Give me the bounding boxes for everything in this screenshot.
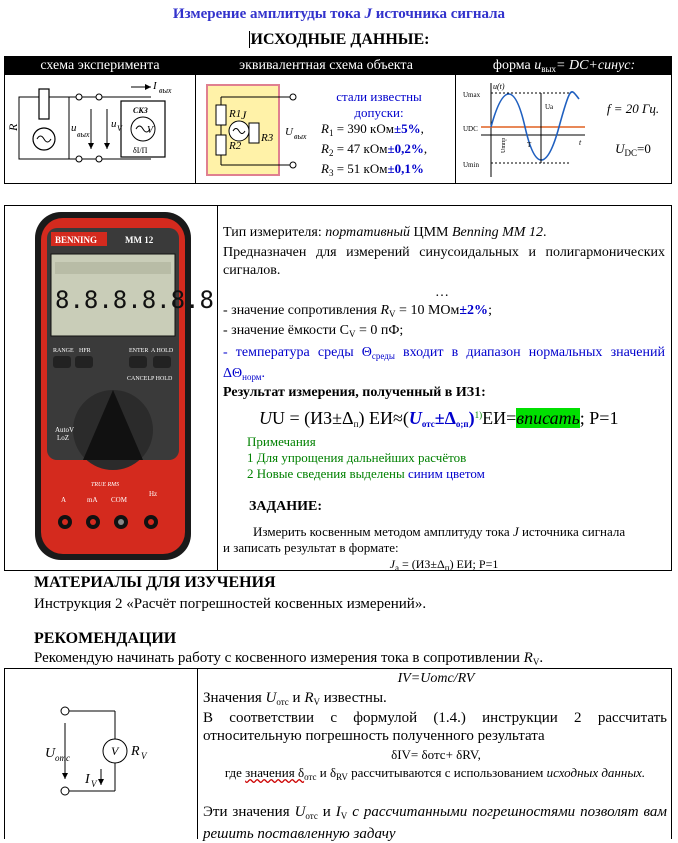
source-data-table [4,56,672,184]
svg-text:I: I [85,772,90,787]
meter-type: Тип измерителя: портативный ЦММ Benning MM 12. [223,225,547,240]
svg-text:V: V [111,744,119,758]
calc-instruction: В соответствии с формулой (1.4.) инструкции 2 рассчитать относительную погрешность полученного результата [203,710,667,744]
recommendations-heading: РЕКОМЕНДАЦИИ [34,630,177,647]
materials-text: Инструкция 2 «Расчёт погрешностей косвенных измерений». [34,596,427,612]
tolerance-block: стали известны допуски: [336,89,422,120]
title-var: J [364,6,373,22]
task-text: Измерить косвенным методом амплитуду тока J источника сигнала и записать результат в формате: $J_a = (ИЗ\pm\Delta_п)$ ЕИ; P=1 [223,524,626,573]
notes: Примечания 1 Для упрощения дальнейших расчётов 2 Новые сведения выделены синим цветом [247,434,485,481]
resistance-line: - значение сопротивления $R_V = 10$ МОм±2%; [223,303,492,319]
meter-section [4,205,672,571]
svg-text:ENTER: ENTER [129,348,149,354]
svg-text:R3: R3 [261,132,274,144]
svg-text:A: A [61,496,67,504]
svg-text:HFR: HFR [79,348,91,354]
svg-text:R: R [131,744,140,759]
udc-value: $U_{DC}=0$ [615,141,651,158]
task-heading: ЗАДАНИЕ: [249,499,323,514]
table-header-row [5,57,671,75]
svg-text:t: t [579,138,582,147]
svg-text:СКЗ: СКЗ [133,106,148,115]
r-out-resistor [39,89,49,119]
svg-text:UDC: UDC [463,125,478,133]
recommendation-table [4,668,672,842]
svg-text:V: V [117,124,122,133]
circuit-voltmeter [45,699,165,799]
svg-text:Umпp: Umпp [501,137,507,153]
delta-formula: δIV= δотс+ δRV, [391,747,481,762]
subtitle: ИСХОДНЫЕ ДАННЫЕ: [250,31,430,48]
result-heading: Результат измерения, полученный в ИЗ1: [223,385,486,400]
col-experiment: схема эксперимента [40,58,160,73]
temperature-line: - температура среды $\Theta_{среды}$ входит в диапазон нормальных значений $\Delta\Theta_{норм}$. [223,345,665,382]
equivalent-scheme [201,79,311,179]
current-formula: IV=Uотс/RV [397,671,475,686]
svg-text:Umin: Umin [463,161,479,169]
svg-text:R1: R1 [229,108,242,120]
svg-text:вых: вых [294,132,307,141]
svg-text:U: U [45,746,56,761]
svg-text:u(t): u(t) [493,82,505,91]
svg-text:T: T [527,141,532,149]
svg-text:вых: вых [159,86,172,95]
svg-text:8.8.8.8.8.8: 8.8.8.8.8.8 [55,286,214,314]
svg-text:V: V [91,779,97,789]
result-formula: UU = $(ИЗ\pm\Delta_п)$ $ЕИ\approx(U_{отс}\pm\Delta_{о;п})^{1)}ЕИ=вписать$; P=1 [259,408,619,429]
known-values: Значения $U_{отс}$ и $R_V$ известны. [203,690,387,707]
waveform-plot [461,79,589,181]
svg-text:R: R [6,123,20,131]
capacitance-line: - значение ёмкости $С_V = 0$ пФ; [223,323,404,339]
svg-text:MM 12: MM 12 [125,235,154,245]
svg-text:RANGE: RANGE [53,348,74,354]
svg-text:отс: отс [55,753,70,763]
svg-text:V: V [141,751,147,761]
svg-text:AutoV: AutoV [55,426,75,434]
svg-text:I: I [153,80,157,92]
svg-text:U: U [285,126,293,138]
col-equivalent: эквивалентная схема объекта [239,58,413,73]
svg-text:P HOLD: P HOLD [151,376,173,382]
svg-text:mA: mA [87,496,98,504]
svg-text:u: u [111,118,117,130]
svg-text:R2: R2 [229,140,242,152]
svg-text:A HOLD: A HOLD [151,348,174,354]
svg-text:Hz: Hz [149,490,158,498]
frequency: f = 20 Гц. [606,101,660,116]
svg-text:Umax: Umax [463,91,481,99]
col-waveform: форма $u_{вых}=$ DC+синус: [492,58,636,74]
experiment-scheme [6,79,191,179]
svg-text:u: u [71,122,77,134]
recommendations-text: Рекомендую начинать работу с косвенного измерения тока в сопротивлении $R_V$. [34,650,544,667]
svg-text:CANCEL: CANCEL [127,376,151,382]
svg-text:TRUE RMS: TRUE RMS [91,482,120,488]
ellipsis: … [435,285,449,300]
svg-text:LoZ: LoZ [57,434,70,442]
svg-text:V: V [147,125,154,136]
tolerance-values: $R_1 = 390$ кОм±5%, $R_2 = 47$ кОм±0,2%, $R_3 = 51$ кОм±0,1% [321,121,428,178]
where-text: где значения $\delta_{отс}$ и $\delta_{RV}$ рассчитываются с использованием исходных данных. [224,765,646,782]
materials-heading: МАТЕРИАЛЫ ДЛЯ ИЗУЧЕНИЯ [34,574,276,591]
meter-purpose: Предназначен для измерений синусоидальных и полигармонических сигналов. [223,245,665,278]
final-note: Эти значения $U_{отс}$ и $I_V$ с рассчитанными погрешностями позволят вам решить поставленную задачу [203,804,667,842]
svg-text:BENNING: BENNING [55,235,98,245]
svg-text:J: J [241,108,247,122]
page-title: Измерение амплитуды тока J источника сигнала [172,6,506,22]
svg-text:δI/Π: δI/Π [133,146,148,155]
svg-text:вых: вых [77,130,90,139]
svg-text:Ua: Ua [545,103,554,111]
multimeter-image [33,210,214,562]
svg-text:COM: COM [111,496,127,504]
